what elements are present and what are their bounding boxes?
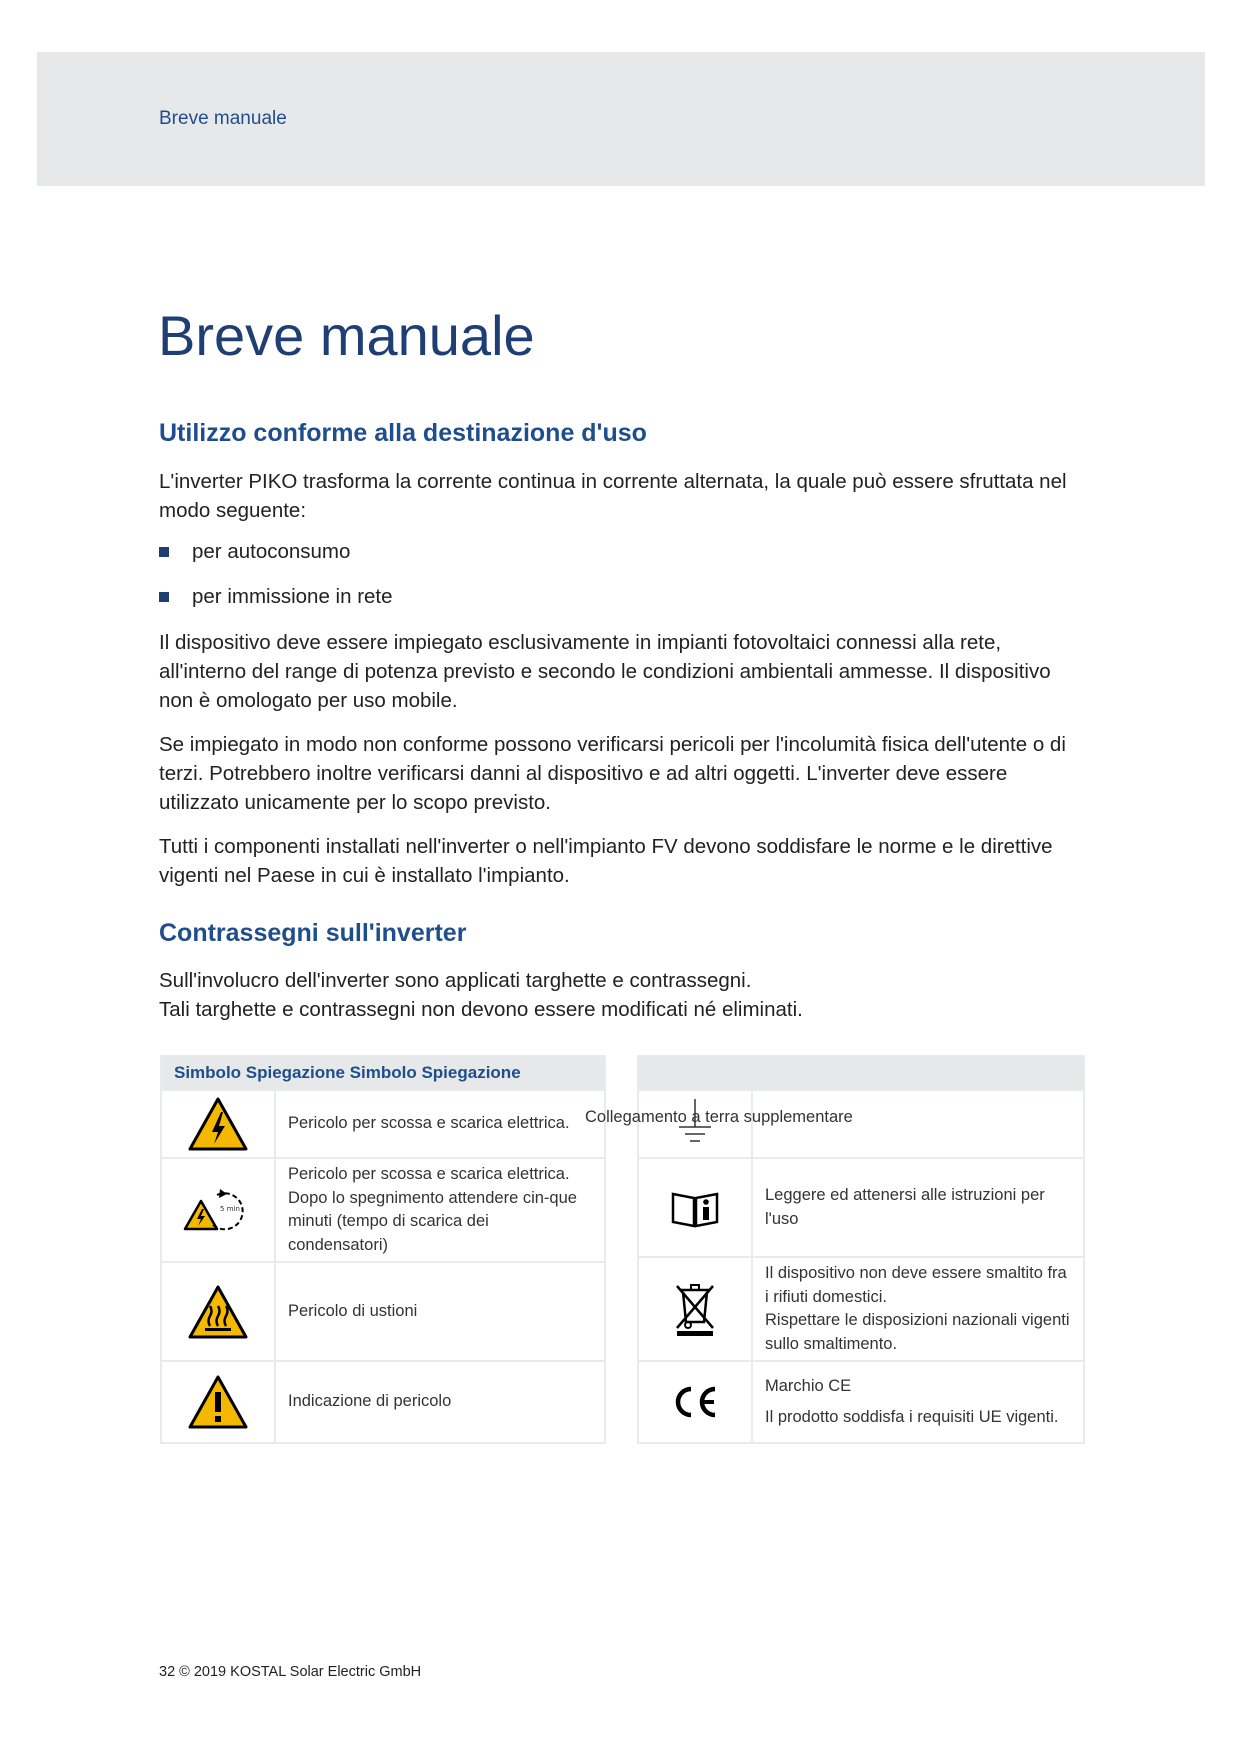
table-row — [638, 1158, 1084, 1257]
ce-mark-icon — [671, 1384, 719, 1420]
paragraph-intro: L'inverter PIKO trasforma la corrente continua in corrente alternata, la quale può essere sfruttata nel modo seguente: — [159, 470, 1067, 522]
paragraph-usage: Il dispositivo deve essere impiegato esclusivamente in impianti fotovoltaici connessi alla rete, all'interno del range di potenza previsto e secondo le condizioni ambientali ammesse. Il dispositivo non è omologato per uso mobile. — [159, 631, 1051, 712]
explanation-cell — [752, 1361, 1084, 1443]
explanation-text: Rispettare le disposizioni nazionali vigenti sullo smaltimento. — [765, 1311, 1070, 1353]
hot-surface-warning-icon — [187, 1284, 249, 1340]
bullet-square-icon — [159, 547, 169, 557]
electric-shock-warning-icon — [187, 1096, 249, 1152]
table-row — [161, 1158, 605, 1262]
bullet-text: per autoconsumo — [192, 540, 351, 563]
symbol-cell — [161, 1262, 275, 1361]
symbol-cell — [638, 1158, 752, 1257]
explanation-cell: Indicazione di pericolo — [275, 1361, 605, 1443]
read-manual-icon — [670, 1188, 720, 1228]
table-row — [638, 1257, 1084, 1361]
section-heading-intended-use: Utilizzo conforme alla destinazione d'uso — [159, 419, 647, 447]
explanation-text: Il dispositivo non deve essere smaltito fra i rifiuti domestici. — [765, 1264, 1067, 1306]
symbol-cell — [638, 1257, 752, 1361]
explanation-cell: Pericolo di ustioni — [275, 1262, 605, 1361]
explanation-cell — [752, 1257, 1084, 1361]
explanation-text: Il prodotto soddisfa i requisiti UE vigenti. — [765, 1408, 1059, 1426]
ground-explanation-overflow: Collegamento a terra supplementare — [585, 1108, 853, 1126]
paragraph-misuse: Se impiegato in modo non conforme possono verificarsi pericoli per l'incolumità fisica dell'utente o di terzi. Potrebbero inoltre verificarsi danni al dispositivo e ad altri oggetti. L'inverter deve essere utilizzato unicamente per lo scopo previsto. — [159, 733, 1066, 814]
symbol-cell — [161, 1158, 275, 1262]
paragraph-markings-1: Sull'involucro dell'inverter sono applicati targhette e contrassegni. — [159, 969, 752, 992]
paragraph-standards: Tutti i componenti installati nell'inverter o nell'impianto FV devono soddisfare le norme e le direttive vigenti nel Paese in cui è installato l'impianto. — [159, 835, 1053, 887]
general-warning-icon — [187, 1374, 249, 1430]
symbol-cell — [161, 1361, 275, 1443]
running-header-title: Breve manuale — [159, 108, 287, 129]
table-row — [161, 1262, 605, 1361]
table-row — [161, 1361, 605, 1443]
bullet-square-icon — [159, 592, 169, 602]
symbol-cell — [161, 1090, 275, 1158]
section-heading-markings: Contrassegni sull'inverter — [159, 919, 467, 947]
page-footer: 32 © 2019 KOSTAL Solar Electric GmbH — [159, 1664, 422, 1680]
table-row — [161, 1090, 605, 1158]
paragraph-markings-2: Tali targhette e contrassegni non devono essere modificati né eliminati. — [159, 998, 803, 1021]
bullet-item — [159, 540, 350, 564]
explanation-text: Marchio CE — [765, 1376, 852, 1395]
symbol-cell — [638, 1361, 752, 1443]
table-row — [638, 1361, 1084, 1443]
table-header: Simbolo Spiegazione Simbolo Spiegazione — [161, 1056, 605, 1090]
symbols-table-left — [160, 1055, 606, 1444]
bullet-item — [159, 585, 393, 609]
table-header-empty — [638, 1056, 1084, 1090]
bullet-text: per immissione in rete — [192, 585, 393, 608]
page-title: Breve manuale — [158, 304, 535, 367]
explanation-cell: Pericolo per scossa e scarica elettrica. Dopo lo spegnimento attendere cin-que minuti (tempo di scarica dei condensatori) — [275, 1158, 605, 1262]
discharge-time-label: 5 min — [220, 1205, 240, 1213]
explanation-cell: Pericolo per scossa e scarica elettrica. — [275, 1090, 605, 1158]
discharge-time-warning-icon — [183, 1185, 253, 1235]
weee-bin-icon — [673, 1280, 717, 1338]
explanation-cell: Leggere ed attenersi alle istruzioni per l'uso — [752, 1158, 1084, 1257]
